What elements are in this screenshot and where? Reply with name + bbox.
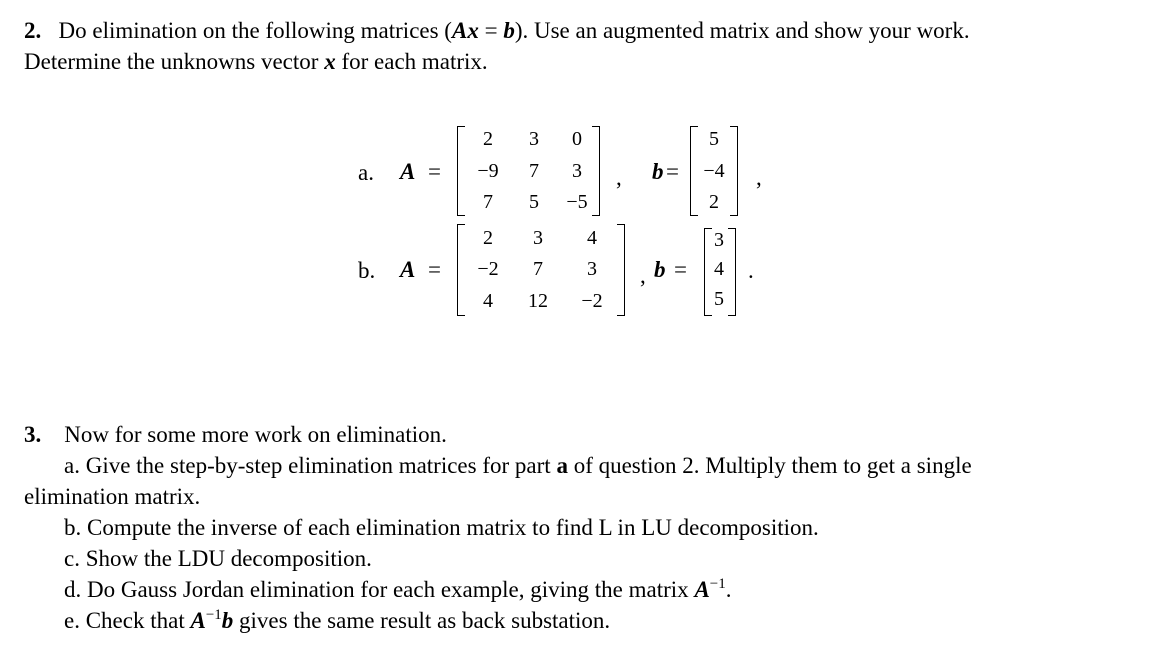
part-a-end-mark: , (756, 165, 762, 190)
eq-b: b (503, 18, 515, 43)
part-a-label: a. (358, 160, 374, 185)
part-a-A-cell: 3 (572, 160, 582, 182)
part-a-A-cell: 3 (529, 128, 539, 150)
q3-item-a-continued: elimination matrix. (24, 484, 201, 509)
part-b-A-bracket-right (617, 224, 625, 316)
part-a-A-cell: 5 (529, 191, 539, 213)
part-a-b-symbol: b (652, 159, 664, 184)
q3-a-pre: a. Give the step-by-step elimination matrices for part (64, 453, 557, 478)
part-b-A-cell: −2 (581, 290, 603, 312)
eq-equals: = (478, 18, 504, 43)
q3-a-post: of question 2. Multiply them to get a single (567, 453, 972, 478)
part-a-b-cell: 5 (709, 128, 719, 150)
q2-line-1 (24, 18, 970, 44)
part-b-A-cell: 4 (587, 227, 597, 249)
q3-item-a (64, 453, 972, 479)
q3-e-b: b (221, 608, 234, 633)
part-a-A-symbol: A (400, 159, 416, 184)
q3-number: 3. (24, 422, 42, 447)
part-b-b-cell: 3 (714, 229, 724, 251)
part-a-A-cell: 7 (529, 160, 539, 182)
q3-intro-text: Now for some more work on elimination. (64, 422, 447, 447)
part-a-A-cell: 0 (572, 128, 582, 150)
part-b-equals: = (428, 257, 441, 282)
part-a-b-bracket-left (690, 126, 698, 216)
part-b-A-symbol: A (400, 257, 416, 282)
part-a-A-cell: 2 (483, 128, 493, 150)
part-a-comma: , (616, 165, 622, 190)
part-a-A-cell: −9 (477, 160, 499, 182)
q2-text-pre: Do elimination on the following matrices ( (58, 18, 452, 43)
q2-number: 2. (24, 18, 42, 43)
q2-text-post: ). Use an augmented matrix and show your work. (514, 18, 970, 43)
part-a-b-equals: = (666, 159, 679, 184)
part-b-A-cell: 4 (483, 290, 493, 312)
q3-item-b: b. Compute the inverse of each elimination matrix to find L in LU decomposition. (64, 515, 819, 540)
part-b-A-cell: 3 (533, 227, 543, 249)
q2-line-2 (24, 49, 488, 75)
q2-line2-x: x (324, 49, 336, 74)
part-a-A-cell: −5 (566, 191, 588, 213)
part-b-b-symbol: b (654, 257, 666, 282)
part-b-A-cell: −2 (477, 258, 499, 280)
part-b-b-cell: 5 (714, 288, 724, 310)
part-b-A-cell: 12 (528, 290, 548, 312)
part-b-A-bracket-left (457, 224, 465, 316)
part-b-A-cell: 3 (587, 258, 597, 280)
q3-e-sup: −1 (205, 607, 222, 623)
q3-d-post: . (725, 577, 732, 602)
q3-a-bold: a (556, 453, 568, 478)
q3-item-e (64, 608, 610, 634)
q3-e-A: A (190, 608, 206, 633)
part-b-end-mark: . (748, 258, 754, 283)
part-b-A-cell: 7 (533, 258, 543, 280)
q3-item-d (64, 577, 732, 603)
q3-d-pre: d. Do Gauss Jordan elimination for each example, giving the matrix (64, 577, 695, 602)
q3-intro (24, 422, 447, 448)
eq-A: A (451, 18, 468, 43)
part-a-b-cell: −4 (703, 160, 725, 182)
part-b-label: b. (358, 258, 376, 283)
q2-line2-post: for each matrix. (335, 49, 488, 74)
eq-x: x (467, 18, 479, 43)
part-a-b-cell: 2 (709, 191, 719, 213)
q3-d-sup: −1 (709, 576, 726, 592)
q2-line2-pre: Determine the unknowns vector (24, 49, 325, 74)
part-b-A-cell: 2 (483, 227, 493, 249)
part-b-comma: , (640, 263, 646, 288)
q3-item-c: c. Show the LDU decomposition. (64, 546, 372, 571)
part-a-A-cell: 7 (483, 191, 493, 213)
part-a-b-bracket-right (730, 126, 738, 216)
q3-e-post: gives the same result as back substation. (233, 608, 611, 633)
part-a-A-bracket-left (457, 126, 465, 216)
part-a-equals: = (428, 159, 441, 184)
part-b-b-cell: 4 (714, 258, 724, 280)
q3-d-A: A (694, 577, 710, 602)
q3-e-pre: e. Check that (64, 608, 191, 633)
part-b-b-equals: = (674, 257, 687, 282)
